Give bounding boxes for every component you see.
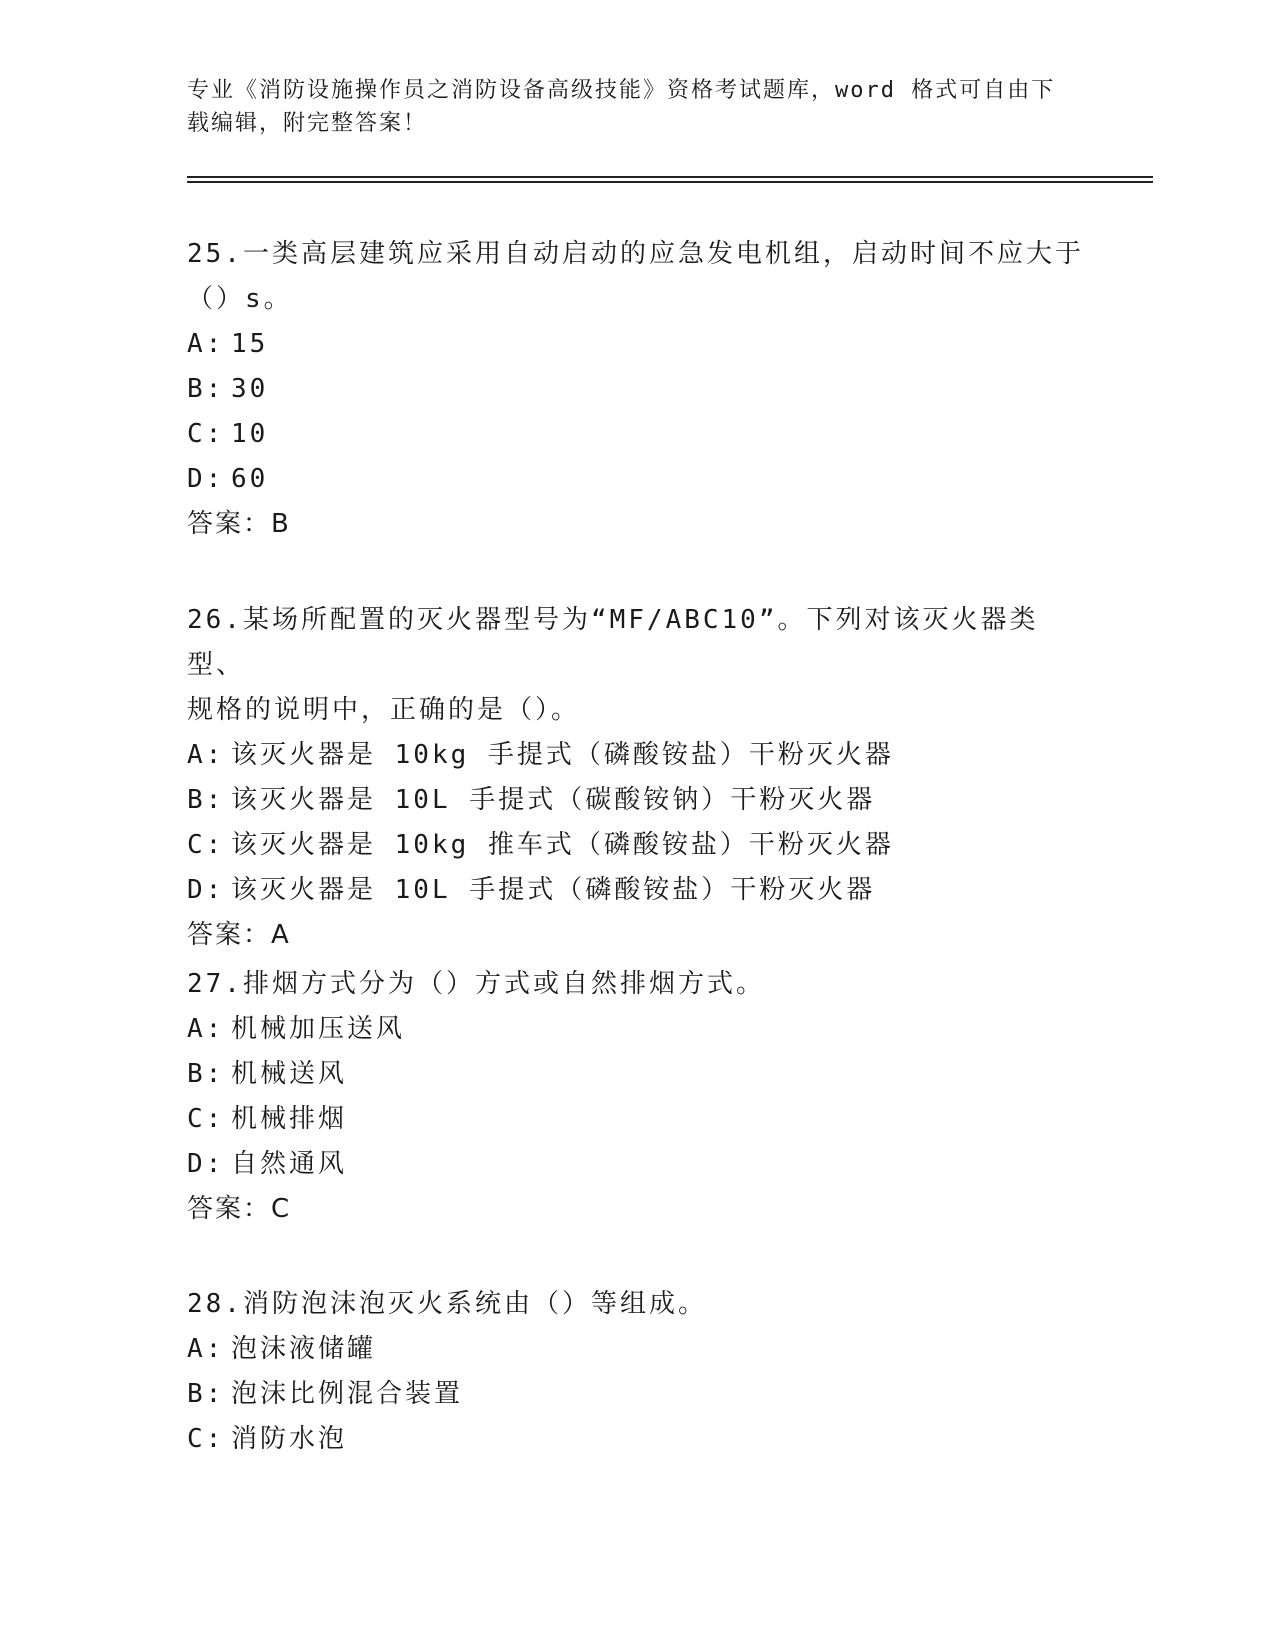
option-d [187, 868, 1087, 913]
question-stem-continued: 规格的说明中，正确的是（）。 [187, 695, 581, 725]
option-text: 泡沫比例混合装置 [231, 1379, 464, 1409]
option-c [187, 412, 1087, 457]
option-d [187, 457, 1087, 502]
option-text: 该灭火器是 10L 手提式（碳酸铵钠）干粉灭火器 [231, 785, 876, 815]
question-stem: 26.某场所配置的灭火器型号为“MF/ABC10”。下列对该灭火器类型、 [187, 605, 1039, 680]
answer-line: 答案：A [187, 920, 291, 950]
document-header [187, 74, 1087, 140]
option-text: 机械送风 [231, 1059, 348, 1089]
option-key: C: [187, 1424, 225, 1454]
option-c [187, 1417, 1087, 1462]
question-28 [187, 1282, 1087, 1462]
option-text: 机械加压送风 [231, 1014, 406, 1044]
header-divider-top [187, 176, 1153, 178]
answer-line: 答案：C [187, 1194, 292, 1224]
question-26 [187, 598, 1087, 958]
header-line-1: 专业《消防设施操作员之消防设备高级技能》资格考试题库，word 格式可自由下 [187, 78, 1056, 103]
answer-line: 答案：B [187, 509, 291, 539]
question-stem: 25.一类高层建筑应采用自动启动的应急发电机组，启动时间不应大于 [187, 239, 1084, 269]
option-a [187, 322, 1087, 367]
option-key: D: [187, 875, 225, 905]
option-text: 该灭火器是 10kg 手提式（磷酸铵盐）干粉灭火器 [231, 740, 894, 770]
option-text: 该灭火器是 10L 手提式（磷酸铵盐）干粉灭火器 [231, 875, 876, 905]
question-stem: 27.排烟方式分为（）方式或自然排烟方式。 [187, 969, 765, 999]
option-text: 30 [231, 374, 269, 404]
option-key: B: [187, 785, 225, 815]
option-text: 该灭火器是 10kg 推车式（磷酸铵盐）干粉灭火器 [231, 830, 894, 860]
option-key: A: [187, 329, 225, 359]
option-text: 15 [231, 329, 269, 359]
option-text: 泡沫液储罐 [231, 1334, 377, 1364]
option-text: 10 [231, 419, 269, 449]
option-d [187, 1142, 1087, 1187]
option-key: A: [187, 740, 225, 770]
option-key: A: [187, 1014, 225, 1044]
option-key: D: [187, 464, 225, 494]
option-key: C: [187, 830, 225, 860]
option-b [187, 1372, 1087, 1417]
option-a [187, 1327, 1087, 1372]
question-27 [187, 962, 1087, 1232]
option-key: D: [187, 1149, 225, 1179]
question-25 [187, 232, 1087, 547]
option-key: B: [187, 374, 225, 404]
option-key: A: [187, 1334, 225, 1364]
header-line-2: 载编辑，附完整答案！ [187, 111, 428, 136]
option-b [187, 1052, 1087, 1097]
option-key: C: [187, 1104, 225, 1134]
option-b [187, 778, 1087, 823]
option-key: B: [187, 1379, 225, 1409]
option-key: C: [187, 419, 225, 449]
option-a [187, 1007, 1087, 1052]
question-stem-continued: （）s。 [187, 284, 293, 314]
option-text: 消防水泡 [231, 1424, 348, 1454]
option-a [187, 733, 1087, 778]
option-c [187, 1097, 1087, 1142]
option-key: B: [187, 1059, 225, 1089]
question-stem: 28.消防泡沫泡灭火系统由（）等组成。 [187, 1289, 707, 1319]
header-divider-bottom [187, 181, 1153, 183]
option-c [187, 823, 1087, 868]
option-text: 60 [231, 464, 269, 494]
option-text: 自然通风 [231, 1149, 348, 1179]
option-b [187, 367, 1087, 412]
option-text: 机械排烟 [231, 1104, 348, 1134]
